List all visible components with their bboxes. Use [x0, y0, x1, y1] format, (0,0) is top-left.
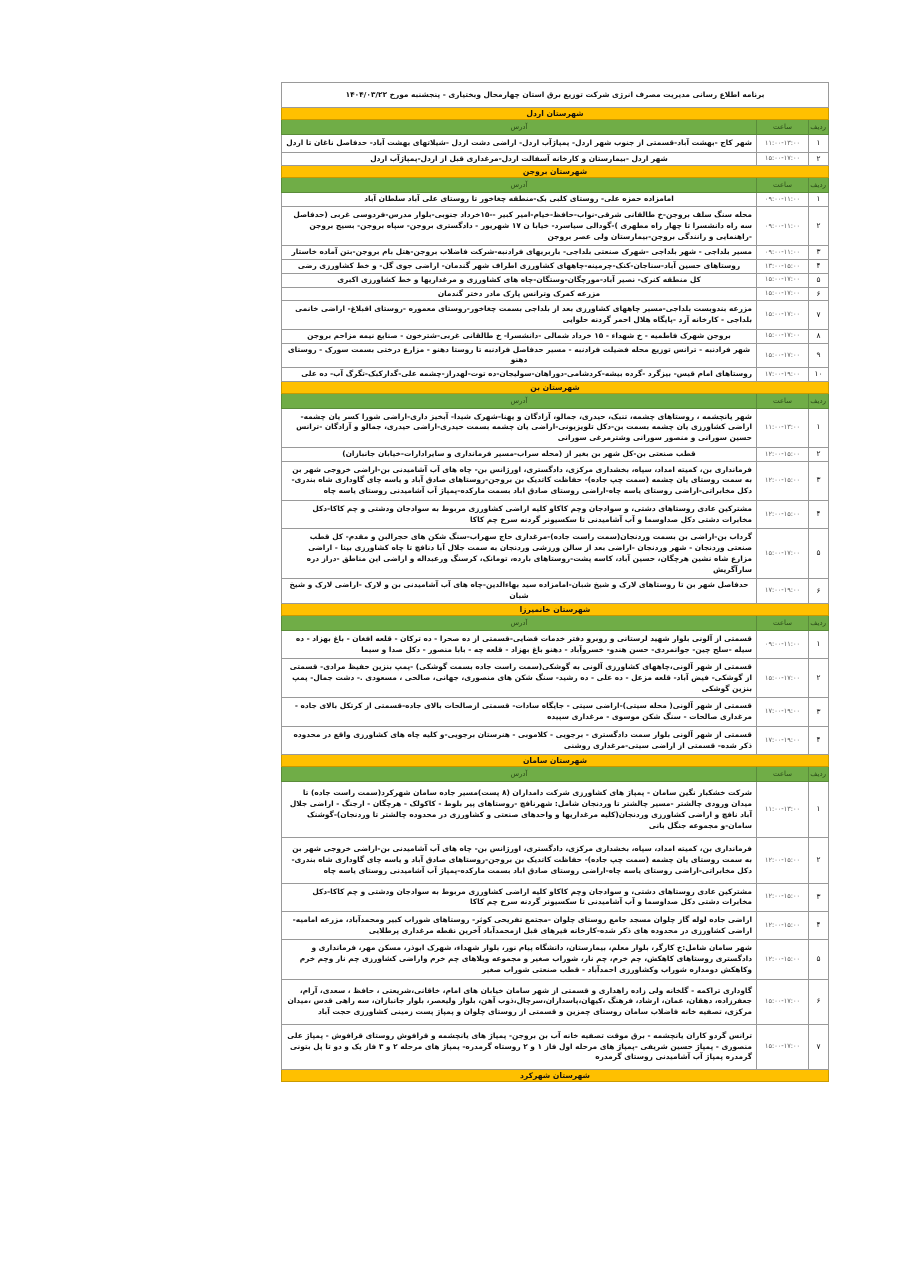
table-row	[282, 500, 829, 528]
row-index: ۴	[809, 911, 829, 939]
outage-address: بروجن شهرک فاطمیه - خ شهداء - ۱۵ خرداد شمالی -دانشسرا- خ طالقانی غربی-شترخون - صنایع نیمه مزاحم بروجن	[282, 329, 757, 343]
row-index: ۶	[809, 979, 829, 1024]
outage-schedule-document	[281, 82, 829, 1082]
column-header-index: ردیف	[809, 767, 829, 782]
county-header-row	[282, 166, 829, 178]
county-name: شهرستان خانمیرزا	[282, 603, 829, 615]
outage-time: ۱۵:۰۰-۱۷:۰۰	[757, 287, 809, 301]
row-index: ۱۰	[809, 368, 829, 382]
column-header-time: ساعت	[757, 767, 809, 782]
table-row	[282, 726, 829, 754]
outage-address: امامزاده حمزه علی- روستای کلبی بک-منطقه چغاخور تا روستای علی آباد سلطان آباد	[282, 193, 757, 207]
county-name: شهرستان بن	[282, 381, 829, 393]
row-index: ۱	[809, 782, 829, 838]
outage-time: ۱۲:۰۰-۱۵:۰۰	[757, 500, 809, 528]
outage-address: قسمتی از شهر آلونی بلوار سمت دادگستری - برجویی - کلاموبی - هنرستان برجویی-و کلیه چاه های کشاورزی واقع در محدوده ذکر شده- قسمتی از اراضی سیتی-مرغداری روشنی	[282, 726, 757, 754]
outage-time: ۱۲:۰۰-۱۵:۰۰	[757, 838, 809, 883]
document-title-row	[282, 83, 829, 108]
column-header-index: ردیف	[809, 178, 829, 193]
table-row	[282, 368, 829, 382]
outage-address: شهر کاج -بهشت آباد-قسمتی از جنوب شهر اردل- پمپاژآب اردل- اراضی دشت اردل -شیلاتهای بهشت آباد- حدفاصل ناغان تا اردل	[282, 135, 757, 153]
table-row	[282, 246, 829, 260]
row-index: ۷	[809, 301, 829, 329]
table-row	[282, 579, 829, 603]
column-header-index: ردیف	[809, 120, 829, 135]
outage-address: شهر اردل -بیمارستان و کارخانه آسفالت اردل-مرغداری قبل از اردل-پمپاژآب اردل	[282, 152, 757, 166]
table-row	[282, 301, 829, 329]
outage-address: قسمتی از شهر آلونی( محله سیتی)-اراضی سیتی - جایگاه سادات- قسمتی ازصالحات بالای جاده-قسمتی از کرتکل بالای جاده - مرغداری صالحات - سنگ شکن موسوی - مرغداری سپیده	[282, 698, 757, 726]
row-index: ۵	[809, 529, 829, 579]
county-header-row	[282, 603, 829, 615]
row-index: ۴	[809, 260, 829, 274]
outage-address: روستاهای امام قیس- بیزگرد -گرده بیشه-کردشامی-دوراهان-سولیجان-ده توت-لهدراز-چشمه علی-گدارکبک-تگرگ آب- ده علی	[282, 368, 757, 382]
outage-time: ۰۹:۰۰-۱۱:۰۰	[757, 630, 809, 658]
table-row	[282, 838, 829, 883]
column-header-index: ردیف	[809, 615, 829, 630]
outage-address: مشترکین عادی روستاهای دشتی، و سوادجان وچم کاکاو کلیه اراضی کشاورزی مربوط به سوادجان ودشتی و چم کاکا-دکل مخابرات دشتی دکل صداوسما و آب آشامیدنی تا سکسیونر گردنه سرخ چم کاکا	[282, 500, 757, 528]
table-row	[282, 273, 829, 287]
outage-time: ۱۱:۰۰-۱۳:۰۰	[757, 408, 809, 447]
row-index: ۱	[809, 630, 829, 658]
outage-time: ۱۲:۰۰-۱۵:۰۰	[757, 940, 809, 979]
table-row	[282, 447, 829, 461]
column-header-time: ساعت	[757, 615, 809, 630]
row-index: ۲	[809, 659, 829, 698]
outage-time: ۱۷:۰۰-۱۹:۰۰	[757, 579, 809, 603]
column-header-index: ردیف	[809, 393, 829, 408]
table-row	[282, 1024, 829, 1069]
column-header-address: آدرس	[282, 767, 757, 782]
outage-time: ۱۲:۰۰-۱۵:۰۰	[757, 883, 809, 911]
table-row	[282, 979, 829, 1024]
table-row	[282, 698, 829, 726]
outage-time: ۰۹:۰۰-۱۱:۰۰	[757, 193, 809, 207]
row-index: ۸	[809, 329, 829, 343]
outage-time: ۱۵:۰۰-۱۷:۰۰	[757, 1024, 809, 1069]
column-header-time: ساعت	[757, 178, 809, 193]
outage-time: ۱۲:۰۰-۱۵:۰۰	[757, 447, 809, 461]
county-name: شهرستان سامان	[282, 755, 829, 767]
outage-address: حدفاصل شهر بن تا روستاهای لارک و شیخ شبان-امامزاده سید بهاءالدین-چاه های آب آشامیدنی بن و لارک -اراضی لارک و شیخ شبان	[282, 579, 757, 603]
column-header-row	[282, 767, 829, 782]
outage-time: ۰۹:۰۰-۱۱:۰۰	[757, 207, 809, 246]
outage-time: ۱۵:۰۰-۱۷:۰۰	[757, 659, 809, 698]
outage-time: ۱۲:۰۰-۱۵:۰۰	[757, 911, 809, 939]
row-index: ۱	[809, 193, 829, 207]
outage-address: قسمتی از شهر آلونی،چاههای کشاورزی آلونی به گوشکی(سمت راست جاده بسمت گوشکی) -پمپ بنزین حفیظ مرادی- قسمتی از گوشکی- فیض آباد- قلعه مزعل - ده علی - ده رشید- سنگ شکن های منصوری، جهانی، صالحی ، مسعودی .- دشت جمال- پمپ بنزین گوشکی	[282, 659, 757, 698]
table-row	[282, 207, 829, 246]
table-row	[282, 135, 829, 153]
table-row	[282, 940, 829, 979]
table-row	[282, 630, 829, 658]
outage-time: ۱۲:۰۰-۱۵:۰۰	[757, 461, 809, 500]
column-header-row	[282, 120, 829, 135]
row-index: ۳	[809, 461, 829, 500]
outage-address: فرمانداری بن، کمیته امداد، سپاه، بخشداری مرکزی، دادگستری، اورژانس بن- چاه های آب آشامیدنی بن-اراضی خروجی شهر بن به سمت روستای یان چشمه (سمت چپ جاده)- حفاظت کاتدیک بن بروجن-روستاهای صادق آباد و یاسه چای گاوداری شاه بندری-دکل مخابراتی-اراضی روستای یاسه چاه-اراضی روستای صادق اباد بسمت مارکده-پمپاژ آب آشامیدنی روستای یاسه چاه	[282, 461, 757, 500]
outage-address: شهر یانچشمه ، روستاهای چشمه، تنبک، حیدری، جمالو، آزادگان و یهنا-شهرک شیدا- آبخیز داری-اراضی شورا کسر یان چشمه-اراضی کشاورزی یان چشمه بسمت بن-دکل تلویزیونی-اراضی یان چشمه بسمت حیدری-اراضی حیدری، جمالو و آزادگان -ترانس حسین سورانی و منصور سورانی وشترمرغی سورانی	[282, 408, 757, 447]
row-index: ۲	[809, 152, 829, 166]
outage-address: قسمتی از آلونی بلوار شهید لرستانی و روبرو دفتر خدمات قضایی-قسمتی از ده صحرا - ده ترکان - قلعه افغان - باغ بهزاد - ده سیله -سلح چین- جوانمردی- حسن هندو- خسروآباد - دهنو باغ بهزاد - قلعه چه - بابا منصور - دکل صدا و سیما	[282, 630, 757, 658]
outage-address: محله سنگ سلف بروجن-خ طالقانی شرقی-نواب-حافظ-خیام-امیر کبیر --۱۵خرداد جنوبی-بلوار مدرس-فردوسی غربی (حدفاصل سه راه دانشسرا تا چهار راه مطهری )-گودالی سیاسرد- خیابا ن ۱۷ شهریور - دادگستری بروجن- سپاه بروجن- بسیج بروجن -راهنمایی و رانندگی بروجن-بیمارستان ولی عصر بروجن	[282, 207, 757, 246]
column-header-row	[282, 393, 829, 408]
table-row	[282, 883, 829, 911]
outage-address: ترانس گردو کاران یانچشمه - برق موقت تصفیه خانه آب بن بروجن- پمپاژ های یانچشمه و قرافوش روستای قرافوش - پمپاژ علی منصوری - پمپاژ حسین شریفی -پمپاژ های مرحله اول فاز ۱ و ۲ روستاه گرمدره- پمپاژ های مرحله ۲ و ۳ فاز یک و دو تا پل بتونی گرمدره پمپاژ آب آشامیدنی روستای گرمدره	[282, 1024, 757, 1069]
row-index: ۳	[809, 698, 829, 726]
outage-time: ۱۵:۰۰-۱۷:۰۰	[757, 329, 809, 343]
row-index: ۲	[809, 447, 829, 461]
county-header-row	[282, 755, 829, 767]
outage-address: شرکت خشکبار نگین سامان - پمپاژ های کشاورزی شرکت دامداران (۸ پست)مسیر جاده سامان شهرکرد(سمت راست جاده) تا میدان ورودی چالشتر -مسیر چالشتر تا وردنجان شامل: شهرنافچ -روستاهای پیر بلوط - کاکولک - هرچگان - ارجنگ - اراضی جلال آباد نافچ و اراضی کشاورزی وردنجان(کلیه مرغداریها و واحدهای صنعتی و کشاورزی در محدوده چالشتر تا وردنجان)-گوشنک سامان-و مجموعه جنگل بانی	[282, 782, 757, 838]
table-row	[282, 408, 829, 447]
outage-time: ۰۹:۰۰-۱۱:۰۰	[757, 246, 809, 260]
column-header-row	[282, 615, 829, 630]
row-index: ۶	[809, 579, 829, 603]
row-index: ۵	[809, 940, 829, 979]
outage-address: شهر سامان شامل:خ کارگر، بلوار معلم، بیمارستان، دانشگاه پیام نور، بلوار شهداء، شهرک ابوذر، مسکن مهر، فرمانداری و دادگستری روستاهای کاهکش، چم خرم، چم نار، شوراب صغیر و مجموعه ویلاهای چم خرم واراضی کشاورزی چم نار وچم خرم وکاهکش دومداره شوراب وکشاورزی احمدآباد - قطب صنعتی شوراب صغیر	[282, 940, 757, 979]
outage-time: ۱۷:۰۰-۱۹:۰۰	[757, 368, 809, 382]
outage-address: مسیر بلداجی - شهر بلداجی -شهرک صنعتی بلداجی- باربریهای فرادنبه-شرکت فاضلاب بروجن-هتل بام بروجن-بتن آماده خاستار	[282, 246, 757, 260]
table-row	[282, 287, 829, 301]
outage-time: ۱۵:۰۰-۱۷:۰۰	[757, 529, 809, 579]
row-index: ۵	[809, 273, 829, 287]
row-index: ۱	[809, 135, 829, 153]
row-index: ۴	[809, 726, 829, 754]
outage-address: شهر فرادنبه - ترانس توزیع محله فضیلت فرادنبه - مسیر حدفاصل فرادنبه تا روستا دهنو - مزارع درختی بسمت سورک - روستای دهنو	[282, 343, 757, 367]
outage-schedule-table	[281, 82, 829, 1082]
row-index: ۶	[809, 287, 829, 301]
outage-time: ۱۳:۰۰-۱۵:۰۰	[757, 260, 809, 274]
outage-address: فرمانداری بن، کمیته امداد، سپاه، بخشداری مرکزی، دادگستری، اورژانس بن- چاه های آب آشامیدنی بن-اراضی خروجی شهر بن به سمت روستای یان چشمه (سمت چپ جاده)- حفاظت کاتدیک بن بروجن-روستاهای صادق آباد و یاسه چای گاوداری شاه بندری-دکل مخابراتی-اراضی روستای یاسه چاه-اراضی روستای صادق اباد بسمت مارکده-پمپاژ آب آشامیدنی روستای یاسه چاه	[282, 838, 757, 883]
outage-time: ۱۱:۰۰-۱۳:۰۰	[757, 135, 809, 153]
table-row	[282, 911, 829, 939]
outage-address: مشترکین عادی روستاهای دشتی، و سوادجان وچم کاکاو کلیه اراضی کشاورزی مربوط به سوادجان ودشتی و چم کاکا-دکل مخابرات دشتی دکل صداوسما و آب آشامیدنی تا سکسیونر گردنه سرخ چم کاکا	[282, 883, 757, 911]
table-row	[282, 659, 829, 698]
outage-address: اراضی جاده لوله گاز چلوان مسجد جامع روستای چلوان -مجتمع تفریحی کوثر- روستاهای شوراب کبیر ومحمدآباد، مزرعه امامیه- اراضی کشاورزی در محدوده های ذکر شده-کارخانه قیرهای قبل ازمحمدآباد آخرین نقطه مرغداری پرطلایی	[282, 911, 757, 939]
table-row	[282, 260, 829, 274]
row-index: ۴	[809, 500, 829, 528]
outage-address: روستاهای حسین آباد-سناجان-کنک-چرمینه-چاههای کشاورزی اطراف شهر گندمان- اراضی جوی گل- و خط کشاورزی رضی	[282, 260, 757, 274]
outage-time: ۱۱:۰۰-۱۳:۰۰	[757, 782, 809, 838]
table-row	[282, 193, 829, 207]
column-header-address: آدرس	[282, 120, 757, 135]
row-index: ۲	[809, 207, 829, 246]
table-row	[282, 782, 829, 838]
column-header-address: آدرس	[282, 393, 757, 408]
column-header-address: آدرس	[282, 178, 757, 193]
row-index: ۷	[809, 1024, 829, 1069]
county-header-row	[282, 381, 829, 393]
column-header-time: ساعت	[757, 393, 809, 408]
county-header-row	[282, 1070, 829, 1082]
outage-time: ۱۷:۰۰-۱۹:۰۰	[757, 698, 809, 726]
row-index: ۳	[809, 883, 829, 911]
table-row	[282, 461, 829, 500]
county-name: شهرستان بروجن	[282, 166, 829, 178]
county-header-row	[282, 108, 829, 120]
column-header-time: ساعت	[757, 120, 809, 135]
outage-time: ۱۵:۰۰-۱۷:۰۰	[757, 301, 809, 329]
outage-address: قطب صنعتی بن-کل شهر بن بغیر از (محله سراب-مسیر فرمانداری و سایرادارات-خیابان جانبازان)	[282, 447, 757, 461]
outage-time: ۱۵:۰۰-۱۷:۰۰	[757, 343, 809, 367]
outage-address: گرداب بن-اراضی بن بسمت وردنجان(سمت راست جاده)-مرغداری حاج سهراب-سنگ شکن های حجرالبن و مقدم- کل قطب صنعتی وردنجان - شهر وردنجان -اراضی بعد از سالن ورزشی وردنجان به سمت جلال آبا دنافچ تا چاه کشاورزی بینا - اراضی مزارع شاه نشین هرچگان، حسین آباد، کاسه پشت-روستاهای بارده، تومانک، کرسنگ ورعبداله و اراضی این مناطق -دراز دره سارآگریش	[282, 529, 757, 579]
column-header-row	[282, 178, 829, 193]
outage-time: ۱۵:۰۰-۱۷:۰۰	[757, 152, 809, 166]
row-index: ۲	[809, 838, 829, 883]
row-index: ۹	[809, 343, 829, 367]
county-name: شهرستان اردل	[282, 108, 829, 120]
outage-time: ۱۵:۰۰-۱۷:۰۰	[757, 979, 809, 1024]
outage-address: گاوداری تراکمه - گلخانه ولی زاده راهداری و قسمتی از شهر سامان خیابان های امام، خاقانی،شریعتی ، حافظ ، سعدی، آرام، جعفرزاده، دهقان، عمان، ارشاد، فرهنگ ،کیهان،پاسداران،سرچال،ذوب آهن، بلوار ولیعصر، بلوار جانبازان، سه راهی قدس ،میدان مرکزی، تصفیه خانه فاضلاب سامان روستای چمزین و قسمتی از روستای چلوان و پمپاژ پست زمینی کشاورزی حجت آباد	[282, 979, 757, 1024]
outage-time: ۱۵:۰۰-۱۷:۰۰	[757, 273, 809, 287]
table-row	[282, 329, 829, 343]
outage-address: مزرعه بندوبست بلداجی-مسیر چاههای کشاورزی بعد از بلداجی بسمت چغاخور-روستای معموره -روستای اقبلاغ- اراضی خانمی بلداجی - کارخانه آرد -پایگاه هلال احمر گردنه حلوایی	[282, 301, 757, 329]
outage-time: ۱۷:۰۰-۱۹:۰۰	[757, 726, 809, 754]
column-header-address: آدرس	[282, 615, 757, 630]
county-name: شهرستان شهرکرد	[282, 1070, 829, 1082]
outage-address: مزرعه کمرک وترانس پارک مادر دختر گندمان	[282, 287, 757, 301]
table-row	[282, 152, 829, 166]
row-index: ۱	[809, 408, 829, 447]
table-row	[282, 529, 829, 579]
row-index: ۳	[809, 246, 829, 260]
outage-address: کل منطقه کنرک- نصیر آباد-مورچگان-وستگان-چاه های کشاورزی و مرغداریها و خط کشاورزی اکبری	[282, 273, 757, 287]
document-title: برنامه اطلاع رسانی مدیریت مصرف انرژی شرکت توزیع برق استان چهارمحال وبختیاری - پنجشنبه مورخ ۱۴۰۴/۰۳/۲۲	[282, 83, 829, 108]
table-row	[282, 343, 829, 367]
